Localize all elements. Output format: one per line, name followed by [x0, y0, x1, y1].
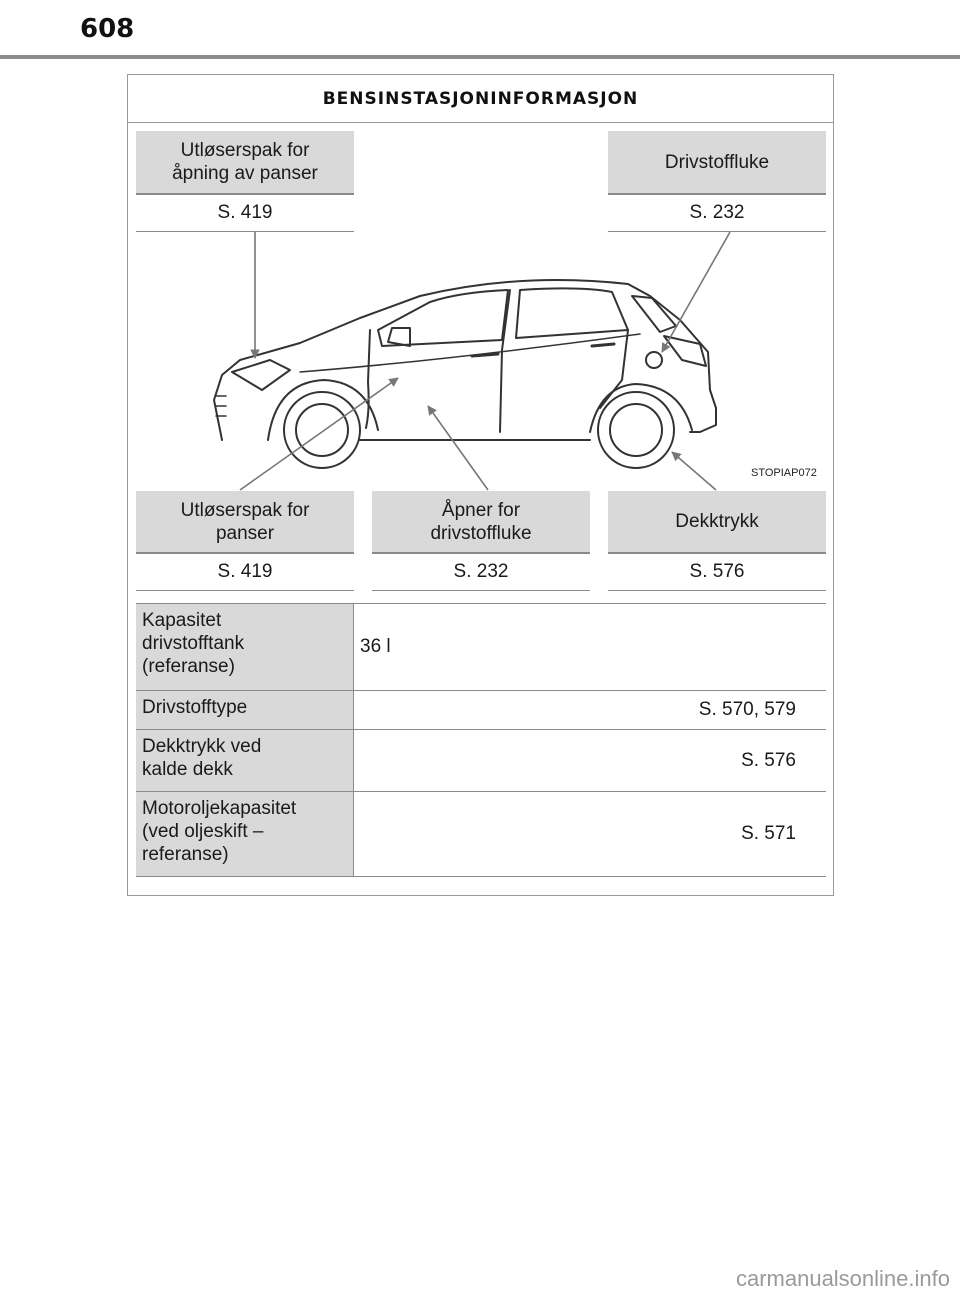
- spec-row-fuel-type: [136, 691, 826, 730]
- label-hood-lever: Utløserspak for panser: [136, 491, 354, 554]
- spec-value[interactable]: S. 571: [741, 823, 796, 844]
- spec-value[interactable]: S. 576: [741, 749, 796, 771]
- spec-row-cold-tire-pressure: [136, 730, 826, 792]
- label-hood-release-lever: Utløserspak for åpning av panser: [136, 131, 354, 195]
- header-rule: [0, 55, 960, 59]
- spec-label: Dekktrykk ved kalde dekk: [136, 730, 354, 791]
- spec-table: [136, 603, 826, 877]
- panel-title: BENSINSTASJONINFORMASJON: [128, 75, 833, 123]
- spec-label: Kapasitet drivstofftank (referanse): [136, 604, 354, 690]
- ref-fuel-door-opener[interactable]: S. 232: [372, 554, 590, 591]
- spec-label: Motoroljekapasitet (ved oljeskift – referanse): [136, 792, 354, 876]
- spec-row-fuel-tank-capacity: [136, 604, 826, 691]
- page-number: 608: [80, 14, 135, 44]
- spec-value: 36 l: [360, 636, 391, 657]
- label-fuel-door-opener: Åpner for drivstoffluke: [372, 491, 590, 554]
- ref-tire-pressure[interactable]: S. 576: [608, 554, 826, 591]
- diagram-code: STOPIAP072: [751, 467, 817, 479]
- label-fuel-door: Drivstoffluke: [608, 131, 826, 195]
- spec-row-engine-oil-capacity: [136, 792, 826, 877]
- label-tire-pressure: Dekktrykk: [608, 491, 826, 554]
- ref-fuel-door[interactable]: S. 232: [608, 195, 826, 232]
- spec-value[interactable]: S. 570, 579: [698, 699, 796, 720]
- watermark: carmanualsonline.info: [735, 1266, 950, 1291]
- ref-hood-lever[interactable]: S. 419: [136, 554, 354, 591]
- ref-hood-release-lever[interactable]: S. 419: [136, 195, 354, 232]
- spec-label: Drivstofftype: [136, 691, 354, 729]
